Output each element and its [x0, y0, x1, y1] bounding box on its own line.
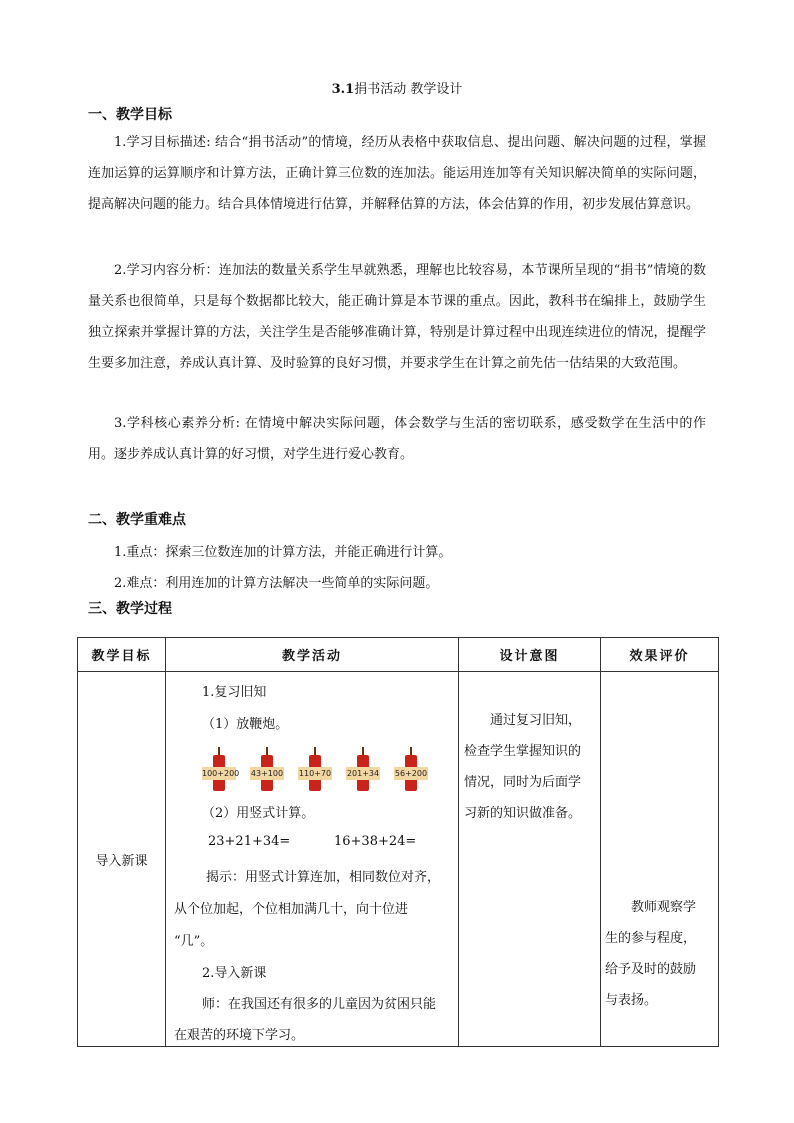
header-goal: 教学目标 [78, 638, 166, 672]
firecracker-icon [298, 747, 332, 793]
activity-new-lesson: 2.导入新课 [202, 966, 267, 981]
firecracker-expression: 43+100 [250, 769, 284, 778]
firecracker-illustration [202, 747, 432, 793]
content-analysis: 2.学习内容分析：连加法的数量关系学生早就熟悉，理解也比较容易，本节课所呈现的“捐书”情境的数量关系也很简单，只是每个数据都比较大，能正确计算是本节课的重点。因此，教科书在编排上，鼓励学生独立探索并掌握计算的方法，关注学生是否能够准确计算，特别是计算过程中出现连续进位的情况，提醒学生要多加注意，养成认真计算、及时验算的良好习惯，并要求学生在计算之前先估一估结果的大致范围。 [88, 263, 706, 371]
intent-cell [459, 672, 601, 1047]
goal-cell: 导入新课 [78, 672, 166, 1047]
activity-reveal-line3: “几”。 [174, 934, 214, 949]
firecracker-icon [250, 747, 284, 793]
difficult-point: 2.难点：利用连加的计算方法解决一些简单的实际问题。 [114, 576, 439, 591]
title-number: 3.1 [331, 82, 355, 97]
activity-reveal-line1: 揭示：用竖式计算连加，相同数位对齐， [206, 870, 441, 885]
firecracker-expression: 110+70 [298, 769, 332, 778]
firecracker-expression: 100+200 [202, 769, 240, 778]
firecracker-expression: 56+200 [394, 769, 428, 778]
section-heading-key-points: 二、教学重难点 [88, 512, 186, 528]
activity-vertical-calc: （2）用竖式计算。 [202, 806, 315, 821]
activity-teacher-line2: 在艰苦的环境下学习。 [174, 1028, 305, 1043]
section-heading-process: 三、教学过程 [88, 601, 172, 617]
title-text: 捐书活动 教学设计 [354, 82, 463, 97]
firecracker-icon [346, 747, 380, 793]
effect-cell [601, 672, 719, 1047]
objective-description: 1.学习目标描述: 结合“捐书活动”的情境，经历从表格中获取信息、提出问题、解决问题的过程，掌握连加运算的运算顺序和计算方法，正确计算三位数的连加法。能运用连加等有关知识解决简单的实际问题，提高解决问题的能力。结合具体情境进行估算，并解释估算的方法，体会估算的作用，初步发展估算意识。 [88, 135, 706, 212]
header-activity: 教学活动 [166, 638, 459, 672]
firecracker-icon [394, 747, 428, 793]
activity-teacher-line1: 师：在我国还有很多的儿童因为贫困只能 [202, 997, 437, 1012]
activity-firecracker: （1）放鞭炮。 [202, 717, 289, 732]
activity-reveal-line2: 从个位加起，个位相加满几十，向十位进 [174, 902, 409, 917]
effect-text: 教师观察学 生的参与程度， 给予及时的鼓励 与表扬。 [605, 900, 697, 1008]
calc-expression-1: 23+21+34= [208, 834, 291, 849]
table-header-row [78, 638, 719, 672]
header-intent: 设计意图 [459, 638, 601, 672]
activity-review: 1.复习旧知 [202, 685, 267, 700]
core-literacy-analysis: 3.学科核心素养分析: 在情境中解决实际问题，体会数学与生活的密切联系，感受数学在生活中的作用。逐步养成认真计算的好习惯，对学生进行爱心教育。 [88, 416, 706, 462]
teaching-process-table [77, 637, 719, 1047]
firecracker-icon [202, 747, 240, 793]
key-point: 1.重点：探索三位数连加的计算方法，并能正确进行计算。 [114, 545, 452, 560]
intent-text: 通过复习旧知， 检查学生掌握知识的 情况，同时为后面学 习新的知识做准备。 [464, 713, 582, 821]
calc-expression-2: 16+38+24= [334, 834, 417, 849]
header-effect: 效果评价 [601, 638, 719, 672]
activity-cell [166, 672, 459, 1047]
firecracker-expression: 201+34 [346, 769, 380, 778]
document-title [0, 78, 794, 97]
table-row [78, 672, 719, 1047]
section-heading-objectives: 一、教学目标 [88, 107, 172, 123]
